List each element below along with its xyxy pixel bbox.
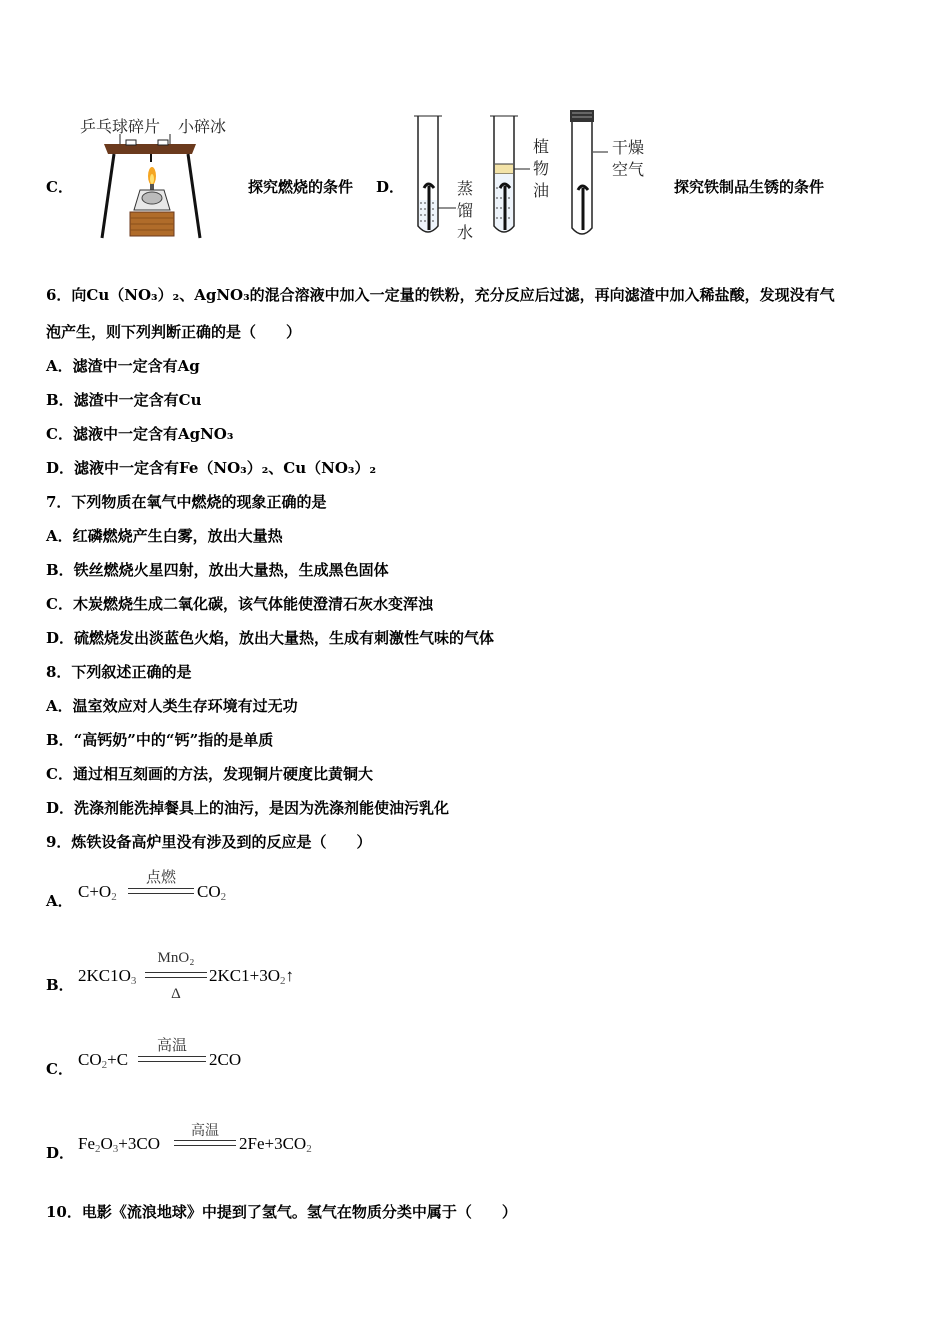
q5-option-d-label: D．	[376, 178, 405, 196]
q8-stem: 8．下列叙述正确的是	[46, 663, 192, 681]
q5-option-c-label: C．	[46, 178, 73, 196]
q8-option-b: B．“高钙奶”中的“钙”指的是单质	[46, 731, 274, 749]
q9-b-heat: Δ	[171, 986, 181, 1002]
q6-stem-line2: 泡产生，则下列判断正确的是（ ）	[46, 323, 302, 341]
q9-option-d-label: D．	[46, 1144, 75, 1162]
iron-rust-test-tubes-figure	[410, 108, 610, 242]
q6-stem-line1: 6．向Cu（NO₃）₂、AgNO₃的混合溶液中加入一定量的铁粉，充分反应后过滤，再向滤渣中加入稀盐酸，发现没有气	[46, 286, 835, 304]
q9-b-equals-sign	[145, 972, 207, 978]
q9-option-c-label: C．	[46, 1060, 73, 1078]
q5-option-c-caption: 探究燃烧的条件	[248, 178, 354, 196]
q9-d-condition: 高温	[191, 1124, 219, 1139]
q9-c-reactants: $CO_2+C$	[78, 1050, 129, 1071]
q9-b-catalyst: MnO₂	[157, 950, 195, 966]
q9-c-equals-sign	[138, 1056, 206, 1062]
q6-option-b: B．滤渣中一定含有Cu	[46, 391, 202, 409]
q9-c-condition: 高温	[156, 1038, 187, 1054]
q9-a-condition: 点燃	[145, 870, 176, 886]
q9-b-reactants: $2KC1O_3$	[78, 966, 137, 987]
q9-d-reactants: $Fe_2O_3+3CO$	[78, 1134, 160, 1155]
q7-option-c: C．木炭燃烧生成二氧化碳，该气体能使澄清石灰水变浑浊	[46, 595, 433, 613]
q9-d-equals-sign	[174, 1140, 236, 1146]
q9-stem: 9．炼铁设备高炉里没有涉及到的反应是（ ）	[46, 833, 372, 851]
q9-d-products: $2Fe+3CO_2$	[239, 1134, 312, 1155]
q9-b-products: $2KC1+3O_2↑$	[209, 966, 294, 987]
q10-stem: 10．电影《流浪地球》中提到了氢气。氢气在物质分类中属于（ ）	[46, 1203, 517, 1221]
q5-c-figure-label-pingpong: 乒乓球碎片	[80, 117, 161, 136]
q7-stem: 7．下列物质在氧气中燃烧的现象正确的是	[46, 493, 327, 511]
q5-c-figure-label-ice: 小碎冰	[178, 117, 227, 136]
q5-d-label-vegetable-oil: 植物油	[533, 137, 550, 200]
q7-option-d: D．硫燃烧发出淡蓝色火焰，放出大量热，生成有刺激性气味的气体	[46, 629, 495, 647]
q7-option-b: B．铁丝燃烧火星四射，放出大量热，生成黑色固体	[46, 561, 389, 579]
q5-d-label-distilled-water: 蒸馏水	[457, 179, 474, 242]
q8-option-c: C．通过相互刻画的方法，发现铜片硬度比黄铜大	[46, 765, 373, 783]
q9-a-equals-sign	[128, 888, 194, 894]
q7-option-a: A．红磷燃烧产生白雾，放出大量热	[46, 527, 283, 545]
q8-option-a: A．温室效应对人类生存环境有过无功	[46, 697, 298, 715]
q8-option-d: D．洗涤剂能洗掉餐具上的油污，是因为洗涤剂能使油污乳化	[46, 799, 450, 817]
q5-option-d-caption: 探究铁制品生锈的条件	[674, 178, 825, 196]
combustion-apparatus-figure	[96, 132, 206, 244]
q9-a-products: $CO_2$	[197, 882, 227, 903]
q9-c-products: 2CO	[209, 1050, 242, 1069]
q6-option-c: C．滤液中一定含有AgNO₃	[46, 425, 234, 443]
q9-a-reactants: $C+O_2$	[78, 882, 117, 903]
q6-option-a: A．滤渣中一定含有Ag	[46, 357, 200, 375]
q9-option-a-label: A．	[46, 892, 73, 910]
q5-d-label-dry-air: 干燥空气	[612, 138, 645, 179]
q6-option-d: D．滤液中一定含有Fe（NO₃）₂、Cu（NO₃）₂	[46, 459, 377, 477]
q9-option-b-label: B．	[46, 976, 74, 994]
